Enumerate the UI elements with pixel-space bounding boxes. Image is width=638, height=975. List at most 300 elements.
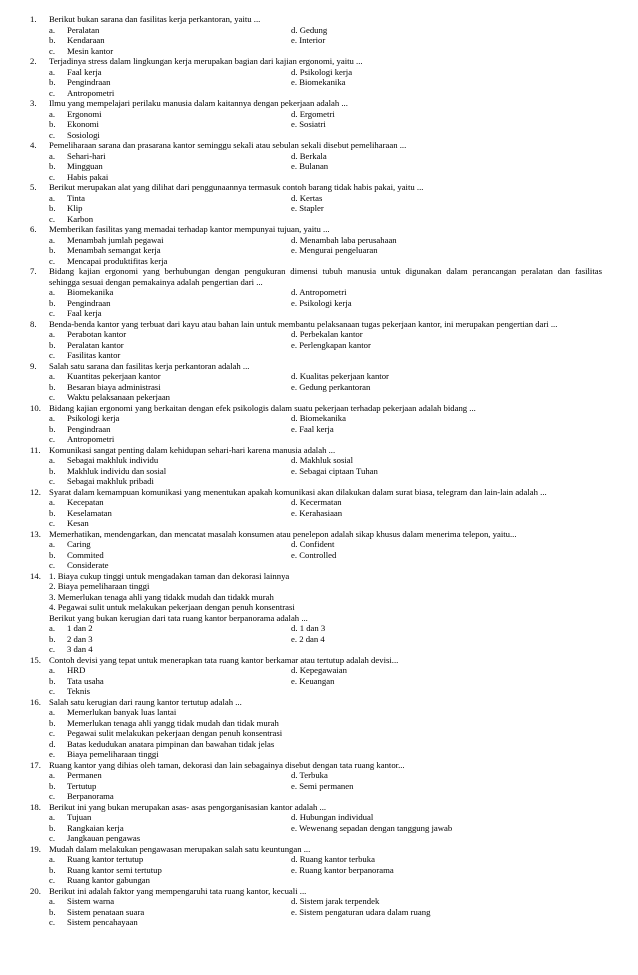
- option-letter: a.: [49, 66, 56, 77]
- question-row: [0, 802, 638, 813]
- question-row: [0, 697, 638, 708]
- question-block: [0, 445, 638, 487]
- option-text: Jangkauan pengawas: [67, 833, 141, 843]
- question-text: Benda-benda kantor yang terbuat dari kayu atau bahan lain untuk membantu pelaksanaan tugas pekerjaan kantor, ini merupakan pengertian dari ...: [49, 318, 558, 329]
- option-letter: a.: [49, 497, 56, 507]
- option-letter: c.: [49, 560, 56, 570]
- option-row: [0, 371, 638, 382]
- question-number: 11.: [30, 444, 41, 455]
- option-text: Makhluk individu dan sosial: [67, 465, 167, 476]
- statement-text: 1. Biaya cukup tinggi untuk mengadakan taman dan dekorasi lainnya: [49, 570, 290, 581]
- option-row: [0, 119, 638, 130]
- option-letter: c.: [49, 87, 56, 98]
- question-text: Komunikasi sangat penting dalam kehidupan sehari-hari karena manusia adalah ...: [49, 444, 336, 455]
- option-row: [0, 665, 638, 676]
- question-text: Pemeliharaan sarana dan prasarana kantor seminggu sekali atau sebulan sekali disebut pemeliharaan ...: [49, 140, 407, 150]
- option-letter: b.: [49, 381, 56, 392]
- option-text: Habis pakai: [67, 171, 109, 182]
- option-letter: b.: [49, 507, 56, 518]
- option-text: HRD: [67, 665, 86, 675]
- option-text: Tujuan: [67, 812, 92, 822]
- question-number: 3.: [30, 98, 37, 108]
- option-row: [0, 235, 638, 246]
- option-letter: a.: [49, 896, 56, 906]
- question-text-line: sehingga sesuai dengan pemakainya adalah pengertian dari ...: [49, 276, 263, 287]
- question-row: [0, 655, 638, 666]
- option-letter: c.: [49, 917, 56, 927]
- option-row: [0, 161, 638, 172]
- question-block: [0, 802, 638, 844]
- option-row: [0, 833, 638, 844]
- option-letter: a.: [49, 665, 56, 675]
- question-row: [0, 266, 638, 277]
- option-row: [0, 550, 638, 561]
- option-text-right: d. Antropometri: [291, 287, 347, 297]
- question-text: Berikut merupakan alat yang dilihat dari penggunaannya termasuk contoh barang tidak habis pakai, yaitu ...: [49, 182, 424, 192]
- option-text-right: d. Kertas: [291, 192, 323, 203]
- question-block: [0, 697, 638, 760]
- option-text-right: d. Ruang kantor terbuka: [291, 854, 375, 864]
- option-letter: b.: [49, 77, 56, 87]
- question-row: [0, 56, 638, 67]
- option-row: [0, 130, 638, 141]
- option-text: Sehari-hari: [67, 150, 106, 161]
- option-letter: b.: [49, 119, 56, 129]
- question-block: [0, 655, 638, 697]
- question-row: [0, 182, 638, 193]
- option-text-right: e. Sosiatri: [291, 119, 326, 129]
- option-row: [0, 770, 638, 781]
- option-text: Waktu pelaksanaan pekerjaan: [67, 392, 171, 402]
- option-row: [0, 46, 638, 57]
- option-text: Biomekanika: [67, 287, 114, 297]
- option-letter: c.: [49, 875, 56, 885]
- option-letter: a.: [49, 707, 56, 717]
- option-row: [0, 151, 638, 162]
- statement-line: [0, 602, 638, 613]
- statement-text: Berikut yang bukan kerugian dari tata ruang kantor berpanorama adalah ...: [49, 612, 308, 623]
- option-text: Sistem warna: [67, 896, 115, 906]
- option-text-right: e. Mengurai pengeluaran: [291, 245, 378, 255]
- option-letter: b.: [49, 864, 56, 875]
- option-text: Menambah semangat kerja: [67, 245, 161, 255]
- question-number: 20.: [30, 885, 41, 896]
- option-text: Kendaraan: [67, 35, 105, 45]
- question-block: [0, 886, 638, 928]
- option-row: [0, 476, 638, 487]
- option-text: Commited: [67, 549, 104, 560]
- option-text-right: d. Kualitas pekerjaan kantor: [291, 371, 389, 381]
- option-letter: a.: [49, 287, 56, 297]
- option-row: [0, 896, 638, 907]
- option-text-right: e. Keuangan: [291, 675, 335, 686]
- option-row: [0, 455, 638, 466]
- option-text-right: d. Perbekalan kantor: [291, 329, 363, 339]
- option-text: Sistem pencahayaan: [67, 917, 138, 927]
- option-text-right: d. Ergometri: [291, 108, 335, 119]
- question-row: [0, 361, 638, 372]
- option-text-right: e. Stapler: [291, 203, 324, 213]
- option-text-right: d. 1 dan 3: [291, 623, 326, 633]
- statement-text: 3. Memerlukan tenaga ahli yang tidakk mudah dan tidakk murah: [49, 591, 274, 602]
- option-text: Pengindraan: [67, 77, 111, 87]
- option-letter: a.: [49, 234, 56, 245]
- question-number: 17.: [30, 759, 41, 770]
- question-block: [0, 224, 638, 266]
- option-text: Tinta: [67, 192, 86, 203]
- option-letter: b.: [49, 297, 56, 308]
- question-row: [0, 445, 638, 456]
- option-row: [0, 634, 638, 645]
- question-block: [0, 98, 638, 140]
- option-letter: a.: [49, 455, 56, 465]
- question-number: 10.: [30, 402, 41, 413]
- option-row: [0, 287, 638, 298]
- option-text: Peralatan: [67, 24, 100, 35]
- option-text: Faal kerja: [67, 66, 102, 77]
- question-number: 12.: [30, 486, 41, 497]
- question-text: Contoh devisi yang tepat untuk menerapkan tata ruang kantor berkamar atau tertutup adalah devisi...: [49, 654, 399, 665]
- option-letter: c.: [49, 434, 56, 444]
- option-letter: b.: [49, 465, 56, 476]
- option-text: Peralatan kantor: [67, 339, 124, 350]
- option-row: [0, 350, 638, 361]
- option-text: Pengindraan: [67, 297, 111, 308]
- option-text-right: e. Sebagai ciptaan Tuhan: [291, 465, 378, 476]
- option-text: Keselamatan: [67, 507, 112, 518]
- option-row: [0, 392, 638, 403]
- option-letter: b.: [49, 35, 56, 45]
- option-text: Berpanorama: [67, 791, 114, 801]
- option-letter: c.: [49, 213, 56, 224]
- option-letter: a.: [49, 24, 56, 35]
- option-letter: c.: [49, 476, 56, 486]
- question-block: [0, 140, 638, 182]
- option-row: [0, 25, 638, 36]
- question-number: 15.: [30, 654, 41, 665]
- option-text: Klip: [67, 203, 83, 213]
- option-text: Besaran biaya administrasi: [67, 381, 161, 392]
- option-row: [0, 434, 638, 445]
- question-block: [0, 182, 638, 224]
- question-block: [0, 529, 638, 571]
- option-text: 1 dan 2: [67, 623, 93, 633]
- option-row: [0, 823, 638, 834]
- statement-text: 2. Biaya pemeliharaan tinggi: [49, 581, 150, 591]
- question-block: [0, 56, 638, 98]
- option-letter: a.: [49, 371, 56, 381]
- option-text-right: e. Gedung perkantoran: [291, 381, 371, 392]
- option-text-right: e. Faal kerja: [291, 423, 334, 434]
- question-text: Syarat dalam kemampuan komunikasi yang menentukan apakah komunikasi akan dilakukan dalam surat biasa, telegram dan lain-lain adalah ...: [49, 486, 547, 497]
- question-text: Terjadinya stress dalam lingkungan kerja merupakan bagian dari kajian ergonomi, yaitu ...: [49, 56, 363, 66]
- option-text: Ruang kantor tertutup: [67, 854, 144, 864]
- option-letter: c.: [49, 129, 56, 140]
- option-letter: c.: [49, 518, 56, 528]
- option-letter: b.: [49, 423, 56, 434]
- option-text: Mencapai produktifitas kerja: [67, 255, 168, 266]
- question-number: 19.: [30, 843, 41, 854]
- option-row: [0, 382, 638, 393]
- option-row: [0, 508, 638, 519]
- question-text: Salah satu sarana dan fasilitas kerja perkantoran adalah ...: [49, 360, 250, 371]
- option-text: Sosiologi: [67, 129, 100, 140]
- option-text-right: e. 2 dan 4: [291, 633, 325, 644]
- option-text: Menambah jumlah pegawai: [67, 234, 164, 245]
- option-letter: c.: [49, 45, 56, 56]
- option-letter: c.: [49, 255, 56, 266]
- question-text: Mudah dalam melakukan pengawasan merupakan salah satu keuntungan ...: [49, 843, 311, 854]
- option-text: Tata usaha: [67, 675, 104, 686]
- option-letter: b.: [49, 245, 56, 255]
- question-text-line: Bidang kajian ergonomi yang berhubungan dengan pengukuran dimensi tubuh manusia untuk digunakan dalam perancangan peralatan dan fasilitas: [49, 266, 602, 276]
- question-text: Ruang kantor yang dihias oleh taman, dekorasi dan lain sebagainya disebut dengan tata ruang kantor...: [49, 759, 405, 770]
- option-letter: b.: [49, 203, 56, 213]
- option-letter: d.: [49, 738, 56, 749]
- question-text: Bidang kajian ergonomi yang berkaitan dengan efek psikologis dalam suatu pekerjaan terhadap pekerjaan adalah bidang ...: [49, 402, 476, 413]
- statement-line: [0, 592, 638, 603]
- question-text: Berikut bukan sarana dan fasilitas kerja perkantoran, yaitu ...: [49, 14, 261, 24]
- option-text: Mesin kantor: [67, 45, 114, 56]
- option-letter: a.: [49, 150, 56, 161]
- option-row: [0, 172, 638, 183]
- option-text-right: d. Kecermatan: [291, 497, 342, 507]
- question-number: 9.: [30, 360, 37, 371]
- option-text: Ruang kantor gabungan: [67, 875, 150, 885]
- option-row: [0, 854, 638, 865]
- question-number: 4.: [30, 140, 37, 150]
- option-text: Caring: [67, 539, 91, 549]
- option-letter: b.: [49, 633, 56, 644]
- question-text: Salah satu kerugian dari raung kantor tertutup adalah ...: [49, 696, 242, 707]
- option-row: [0, 88, 638, 99]
- option-letter: e.: [49, 749, 56, 759]
- option-text: Ekonomi: [67, 119, 99, 129]
- option-text: Ruang kantor semi tertutup: [67, 864, 162, 875]
- question-number: 5.: [30, 182, 37, 192]
- option-row: [0, 77, 638, 88]
- option-text: Memerlukan banyak luas lantai: [67, 707, 177, 717]
- option-text-right: e. Bulanan: [291, 161, 329, 171]
- option-text-right: e. Ruang kantor berpanorama: [291, 864, 394, 875]
- question-block: [0, 487, 638, 529]
- option-text: Considerate: [67, 560, 109, 570]
- option-row: [0, 298, 638, 309]
- option-row: [0, 739, 638, 750]
- question-row: [0, 403, 638, 414]
- option-letter: c.: [49, 644, 56, 654]
- question-number: 14.: [30, 570, 41, 581]
- option-text: Perabotan kantor: [67, 329, 127, 339]
- question-number: 7.: [30, 266, 37, 276]
- question-block: [0, 14, 638, 56]
- option-text: Pengindraan: [67, 423, 111, 434]
- option-letter: a.: [49, 854, 56, 864]
- option-text-right: e. Kerahasiaan: [291, 507, 343, 518]
- option-letter: a.: [49, 539, 56, 549]
- question-text: Memberikan fasilitas yang memadai terhadap kantor mempunyai tujuan, yaitu ...: [49, 224, 330, 234]
- question-number: 13.: [30, 528, 41, 539]
- option-row: [0, 644, 638, 655]
- option-text: Kecepatan: [67, 497, 104, 507]
- option-text-right: d. Biomekanika: [291, 413, 347, 423]
- question-block: [0, 403, 638, 445]
- option-letter: b.: [49, 822, 56, 833]
- question-text: Ilmu yang mempelajari perilaku manusia dalam kaitannya dengan pekerjaan adalah ...: [49, 98, 348, 108]
- option-row: [0, 203, 638, 214]
- question-number: 18.: [30, 801, 41, 812]
- option-text-right: e. Biomekanika: [291, 77, 346, 87]
- option-text-right: e. Perlengkapan kantor: [291, 339, 371, 350]
- option-letter: a.: [49, 623, 56, 633]
- question-block: [0, 319, 638, 361]
- option-text-right: d. Psikologi kerja: [291, 66, 353, 77]
- option-text: Memerlukan tenaga ahli yangg tidak mudah dan tidak murah: [67, 717, 279, 728]
- option-text: Kuantitas pekerjaan kantor: [67, 371, 161, 381]
- option-row: [0, 539, 638, 550]
- question-block: [0, 844, 638, 886]
- question-block: [0, 361, 638, 403]
- question-row: [0, 529, 638, 540]
- question-text: Memerhatikan, mendengarkan, dan mencatat masalah konsumen atau penelepon adalah sikap khusus dalam menerima telepon, yaitu...: [49, 528, 517, 539]
- option-row: [0, 781, 638, 792]
- option-row: [0, 718, 638, 729]
- option-row: [0, 308, 638, 319]
- option-row: [0, 67, 638, 78]
- question-row: [0, 760, 638, 771]
- option-text: Ergonomi: [67, 108, 102, 119]
- option-row: [0, 686, 638, 697]
- option-letter: c.: [49, 171, 56, 182]
- option-text-right: e. Psikologi kerja: [291, 297, 352, 308]
- option-letter: b.: [49, 780, 56, 791]
- option-letter: a.: [49, 329, 56, 339]
- option-text: Karbon: [67, 213, 94, 224]
- option-text: Pegawai sulit melakukan pekerjaan dengan penuh konsentrasi: [67, 728, 283, 738]
- option-letter: a.: [49, 192, 56, 203]
- question-number: 2.: [30, 56, 37, 66]
- option-letter: c.: [49, 833, 56, 843]
- option-text: Fasilitas kantor: [67, 350, 121, 360]
- option-letter: a.: [49, 812, 56, 822]
- option-text: Antropometri: [67, 434, 115, 444]
- option-letter: a.: [49, 108, 56, 119]
- option-letter: b.: [49, 906, 56, 917]
- question-block: [0, 760, 638, 802]
- option-text-right: e. Controlled: [291, 549, 337, 560]
- option-letter: c.: [49, 686, 56, 696]
- option-letter: b.: [49, 717, 56, 728]
- statement-line: [0, 571, 638, 582]
- option-text-right: e. Interior: [291, 35, 326, 45]
- option-text: 3 dan 4: [67, 644, 93, 654]
- option-text: Faal kerja: [67, 308, 102, 318]
- option-letter: c.: [49, 308, 56, 318]
- option-text-right: d. Terbuka: [291, 770, 328, 780]
- option-row: [0, 812, 638, 823]
- option-text: Kesan: [67, 518, 89, 528]
- option-row: [0, 560, 638, 571]
- option-row: [0, 917, 638, 928]
- option-text: 2 dan 3: [67, 633, 93, 644]
- question-number: 16.: [30, 696, 41, 707]
- option-row: [0, 728, 638, 739]
- option-letter: c.: [49, 392, 56, 402]
- option-row: [0, 518, 638, 529]
- option-row: [0, 907, 638, 918]
- option-letter: b.: [49, 549, 56, 560]
- question-row: [0, 319, 638, 330]
- option-row: [0, 466, 638, 477]
- option-text: Batas kedudukan anatara pimpinan dan bawahan tidak jelas: [67, 738, 275, 749]
- statement-line: [0, 613, 638, 624]
- option-row: [0, 749, 638, 760]
- question-row: [0, 844, 638, 855]
- option-text-right: d. Gedung: [291, 24, 328, 35]
- option-text: Sebagai makhluk individu: [67, 455, 159, 465]
- question-block: [0, 571, 638, 655]
- option-text-right: d. Kepegawaian: [291, 665, 347, 675]
- option-row: [0, 245, 638, 256]
- statement-line: [0, 581, 638, 592]
- option-letter: a.: [49, 770, 56, 780]
- option-letter: c.: [49, 791, 56, 801]
- option-row: [0, 214, 638, 225]
- option-text: Rangkaian kerja: [67, 822, 124, 833]
- option-text-right: e. Semi permanen: [291, 780, 354, 791]
- option-row: [0, 193, 638, 204]
- option-row: [0, 35, 638, 46]
- option-letter: c.: [49, 350, 56, 360]
- option-text: Teknis: [67, 686, 91, 696]
- option-letter: c.: [49, 728, 56, 738]
- question-row: [0, 886, 638, 897]
- option-row: [0, 623, 638, 634]
- question-block: [0, 266, 638, 319]
- option-text-right: e. Wewenang sepadan dengan tanggung jawab: [291, 822, 453, 833]
- option-text: Sistem penataan suara: [67, 906, 145, 917]
- option-text: Psikologi kerja: [67, 413, 120, 423]
- option-row: [0, 875, 638, 886]
- option-row: [0, 707, 638, 718]
- option-row: [0, 676, 638, 687]
- question-number: 6.: [30, 224, 37, 234]
- option-text-right: d. Menambah laba perusahaan: [291, 234, 397, 245]
- question-row: [0, 98, 638, 109]
- option-text-right: d. Berkala: [291, 150, 327, 161]
- question-row: [0, 140, 638, 151]
- option-letter: a.: [49, 413, 56, 423]
- question-number: 8.: [30, 318, 37, 329]
- option-row: [0, 109, 638, 120]
- option-row: [0, 791, 638, 802]
- option-row: [0, 424, 638, 435]
- question-text: Berikut ini adalah faktor yang mempengaruhi tata ruang kantor, kecuali ...: [49, 885, 307, 896]
- option-row: [0, 256, 638, 267]
- option-letter: b.: [49, 161, 56, 171]
- option-text: Mingguan: [67, 161, 103, 171]
- question-row: [0, 487, 638, 498]
- option-row: [0, 865, 638, 876]
- question-text: Berikut ini yang bukan merupakan asas- asas pengorganisasian kantor adalah ...: [49, 801, 327, 812]
- statement-text: 4. Pegawai sulit untuk melakukan pekerjaan dengan penuh konsentrasi: [49, 602, 295, 612]
- option-row: [0, 340, 638, 351]
- option-text-right: d. Hubungan individual: [291, 812, 374, 822]
- option-text: Sebagai makhluk pribadi: [67, 476, 154, 486]
- question-row: [0, 277, 638, 288]
- option-row: [0, 329, 638, 340]
- option-text-right: d. Makhluk sosial: [291, 455, 354, 465]
